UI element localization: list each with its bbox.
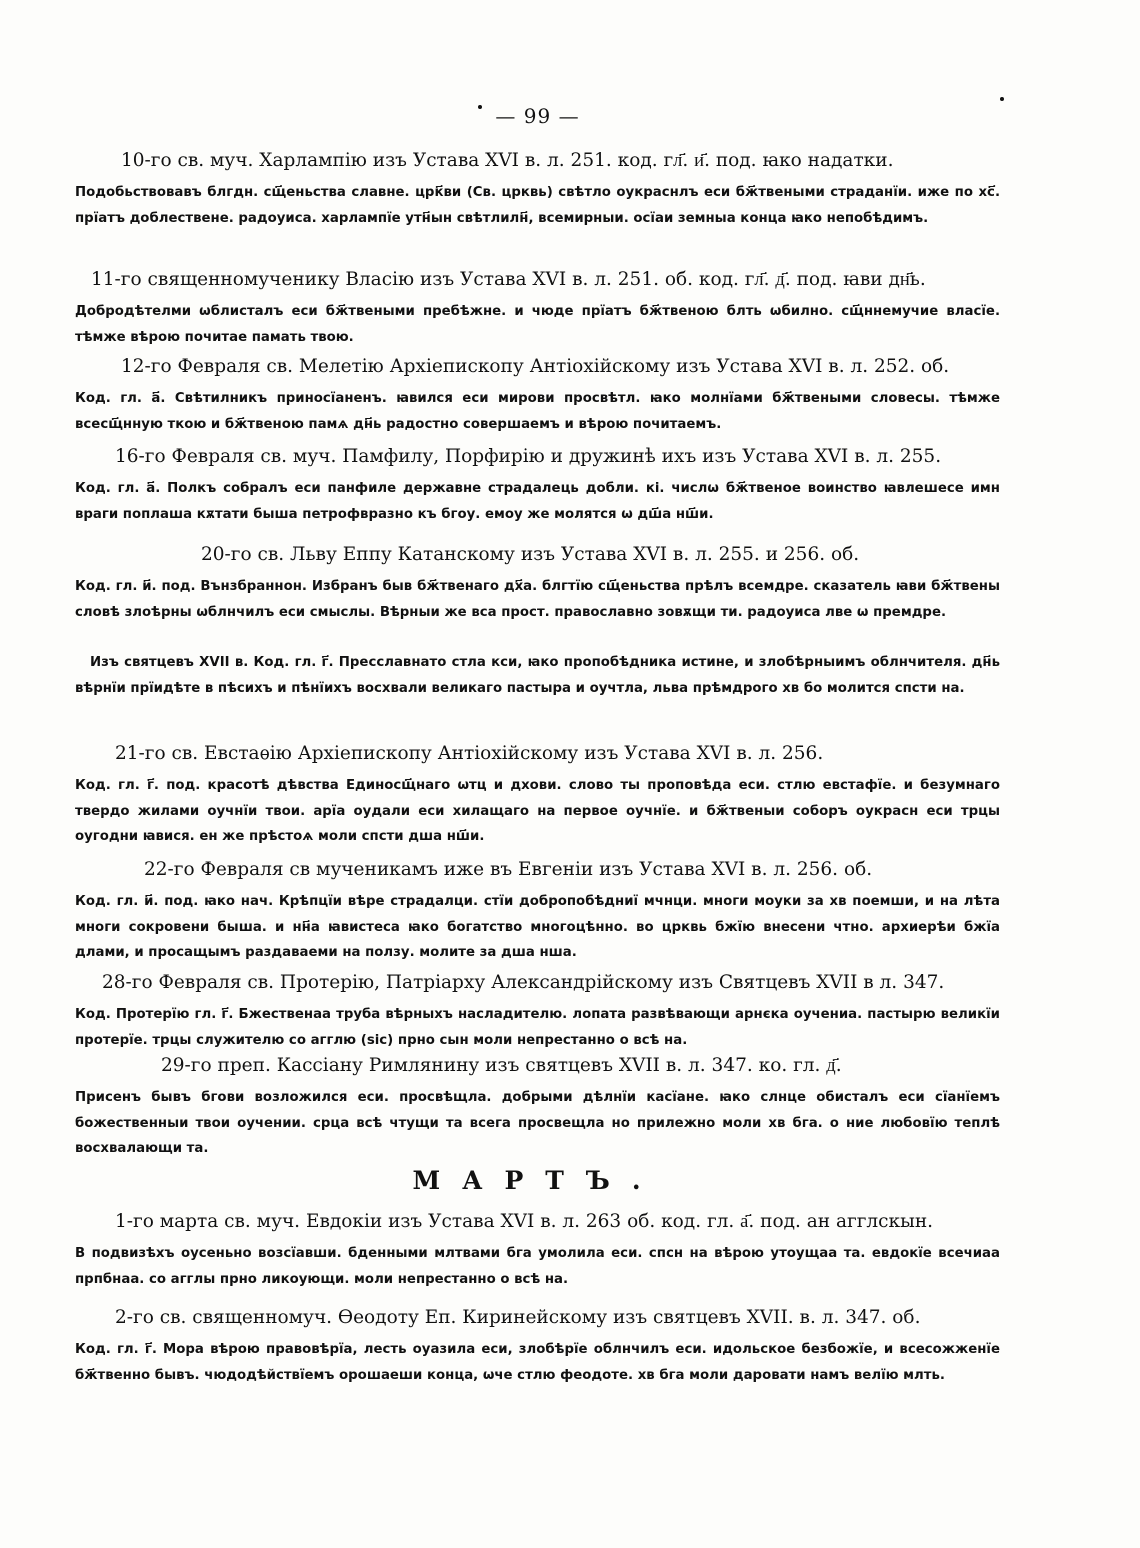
print-speck — [478, 105, 482, 109]
entry-heading: 20-го св. Льву Еппу Катанскому изъ Устава XVI в. л. 255. и 256. об. — [201, 544, 860, 565]
entry — [75, 970, 1000, 1053]
entry-heading: 16-го Февраля св. муч. Памфилу, Порфирію и дружинѣ ихъ изъ Устава XVI в. л. 255. — [115, 446, 942, 467]
entry-heading: 21-го св. Евстаѳію Архіепископу Антіохійскому изъ Устава XVI в. л. 256. — [115, 743, 824, 764]
entry-text: Код. гл. и҃. под. Вънзбраннон. Избранъ быв бж҃твенаго дх҃а. блгтїю сщ҃еньства прѣлъ всемдре. сказатель ꙗви бж҃твены словѣ злоѣрны ѡблнчилъ еси смыслы. Вѣрныи же вса прост. православно зовѫщи ти. радоуиса лве ѡ премдре. — [75, 579, 1000, 620]
entry-text: В подвизѣхъ оусеньно возсїавши. бденными млтвами бга умолила еси. спсн на вѣрою утоущаа та. евдокїе всечиаа прпбнаа. со агглы прно ликоующи. моли непрестанно о всѣ на. — [75, 1246, 1000, 1287]
entry-text: Код. гл. и҃. под. ꙗко нач. Крѣпцїи вѣре страдалци. стїи добропобѣдниї мчнци. многи моуки за хв поемши, и на лѣта многи сокровени быша. и нн҃а ꙗвистеса ꙗко богатство многоцѣнно. во црквь бжїю внесени чтно. архиерѣи бжїа длами, и просащымъ раздаваеми на ползу. молите за дша нша. — [75, 894, 1000, 960]
entry-heading: 12-го Февраля св. Мелетію Архіепископу Антіохійскому изъ Устава XVI в. л. 252. об. — [121, 356, 950, 377]
entry — [75, 1053, 1000, 1162]
entry-text: Код. Протерїю гл. г҃. Бжественаа труба вѣрныхъ насладителю. лопата развѣвающи арнєка оучениа. пастырю великїи протерїе. трцы служителю со агглю (sic) прно сын моли непрестанно о всѣ на. — [75, 1007, 1000, 1048]
entry — [75, 148, 1000, 231]
entry-heading: 29-го преп. Кассіану Римлянину изъ святцевъ XVII в. л. 347. ко. гл. д҃. — [161, 1055, 842, 1076]
entry-heading: 2-го св. священномуч. Ѳеодоту Еп. Киринейскому изъ святцевъ XVII. в. л. 347. об. — [115, 1307, 921, 1328]
entry — [75, 741, 1000, 850]
entry-heading: 28-го Февраля св. Протерію, Патріарху Александрійскому изъ Святцевъ XVII в л. 347. — [102, 972, 945, 993]
entry — [75, 1305, 1000, 1388]
print-speck — [1000, 97, 1004, 101]
entry-text: Код. гл. г҃. Мора вѣрою правовѣрїа, лесть оуазила еси, злобѣрїе облнчилъ еси. идольское безбожїе, и всесожженїе бж҃твенно бывъ. чюдодѣйствїемъ орошаеши конца, ѡче стлю феодоте. хв бга моли даровати намъ велїю млть. — [75, 1342, 1000, 1383]
entry-text: Присенъ бывъ бгови возложился еси. просвѣщла. добрыми дѣлнїи касїане. ꙗко слнце обисталъ еси сїанїемъ божественныи твои оучении. срца всѣ чтущи та всега просвещла но прилежно моли хв бга. о ниe любовїю теплѣ восхвалающи та. — [75, 1090, 1000, 1156]
entry-heading: 1-го марта св. муч. Евдокіи изъ Устава XVI в. л. 263 об. код. гл. а҃. под. ан агглскын. — [115, 1211, 934, 1232]
entry-heading: 11-го священномученику Власію изъ Устава XVI в. л. 251. об. код. гл҃. д҃. под. ꙗви дн҃ь. — [91, 269, 926, 290]
entry-heading: 10-го св. муч. Харлампію изъ Устава XVI в. л. 251. код. гл҃. и҃. под. ꙗко надатки. — [121, 150, 894, 171]
entry — [75, 267, 1000, 350]
entry-text: Изъ святцевъ XVII в. Код. гл. г҃. Пресславнато стла кси, ꙗко пропобѣдника истине, и злобѣрныимъ облнчителя. дн҃ь вѣрнїи прїидѣте в пѣсихъ и пѣнїихъ восхвали великаго пастыра и оучтла, льва прѣмдрого хв бо молится спсти на. — [75, 655, 1000, 696]
month-title: МАРТЪ. — [412, 1166, 663, 1195]
entry-text: Код. гл. а҃. Полкъ собралъ еси панфиле державне страдалець добли. кі. числѡ бж҃твеное воинство ꙗвлешесе имн враги поплаша кѫтати быша петрофвразно къ бгоу. емоу же молятся ѡ дш҃а нш҃и. — [75, 481, 1000, 522]
entry-text: Добродѣтелми ѡблисталъ еси бж҃твеными пребѣжне. и чюде прїатъ бж҃твеною блть ѡбилно. сщ҃ннемучие власїе. тѣмже вѣрою почитае памать твою. — [75, 304, 1000, 345]
entry-text: Подобьствовавъ блгдн. сщ҃еньства славне. црк҃ви (Св. црквь) свѣтло оукраснлъ еси бж҃твеными страданїи. иже по хс҃. прїатъ доблественe. радоуиса. харлампїе утн҃ын свѣтлилн҃, всемирныи. осїаи земныа конца ꙗко непобѣдимъ. — [75, 185, 1000, 226]
entry — [75, 650, 1000, 701]
entry — [75, 354, 1000, 437]
entry-heading: 22-го Февраля св мученикамъ иже въ Евгеніи изъ Устава XVI в. л. 256. об. — [144, 859, 873, 880]
entry — [75, 857, 1000, 966]
entry — [75, 444, 1000, 527]
entry-text: Код. гл. а҃. Свѣтилникъ приносїаненъ. ꙗвился еси мирови просвѣтл. ꙗко молнїами бж҃твеными словесы. тѣмже всесщ҃нную ткою и бж҃твеною памѧ дн҃ь радостно совершаемъ и вѣрою почитаемъ. — [75, 391, 1000, 432]
entry — [75, 1209, 1000, 1292]
entry-text: Код. гл. г҃. под. красотѣ дѣвства Единосщ҃наго ѡтц и дхови. слово ты проповѣда еси. стлю евстафїе. и безумнаго твердо жилами оучнїи твои. арїа оудали еси хилащаго на первое оучнїе. и бж҃твеныи соборъ оукрасн еси трцы оугодни ꙗвися. ен же прѣстоѧ моли спсти дша нш҃и. — [75, 778, 1000, 844]
entry — [75, 542, 1000, 625]
page-number: — 99 — — [495, 104, 580, 128]
